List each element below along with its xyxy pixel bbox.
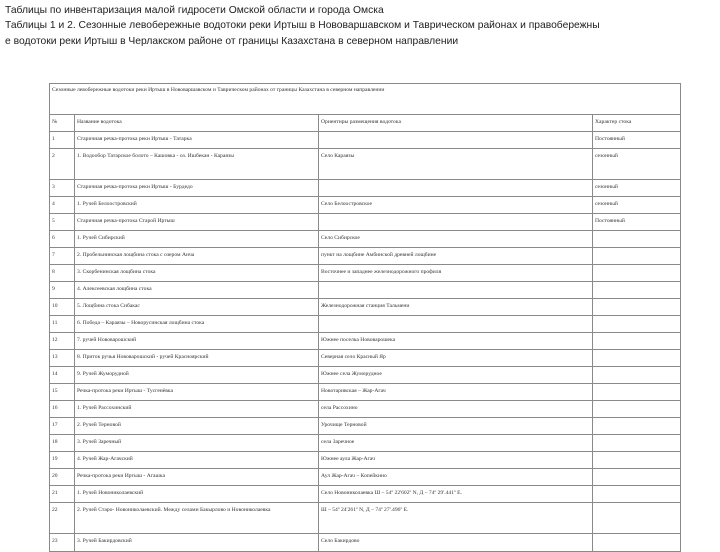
cell-landmark [319, 214, 593, 231]
table-row [50, 367, 681, 384]
cell-flow: сезонный [593, 180, 681, 197]
cell-flow [593, 435, 681, 452]
cell-flow [593, 486, 681, 503]
cell-landmark [319, 180, 593, 197]
table-row [50, 452, 681, 469]
table-header-row [50, 115, 681, 132]
table-row [50, 418, 681, 435]
table-row [50, 534, 681, 552]
cell-name: Старичная речка-протока реки Иртыш - Татарка [75, 132, 319, 149]
cell-landmark: Село Белоостровское [319, 197, 593, 214]
cell-flow [593, 231, 681, 248]
cell-number: 6 [50, 231, 75, 248]
cell-number: 9 [50, 282, 75, 299]
table-row [50, 282, 681, 299]
cell-landmark: села Заречное [319, 435, 593, 452]
cell-number: 2 [50, 149, 75, 180]
cell-name: 1. Ручей Новониколаевский [75, 486, 319, 503]
cell-number: 10 [50, 299, 75, 316]
cell-flow [593, 401, 681, 418]
cell-name: Старичная речка-протока Старой Иртыш [75, 214, 319, 231]
table-row [50, 214, 681, 231]
cell-flow [593, 367, 681, 384]
cell-flow [593, 418, 681, 435]
cell-flow [593, 469, 681, 486]
cell-landmark: Южнее поселка Нововарошека [319, 333, 593, 350]
cell-landmark: Восточнее и западнее железнодорожного профиля [319, 265, 593, 282]
cell-name: Старичная речка-протока реки Иртыш - Бурдедо [75, 180, 319, 197]
cell-name: 2. Ручей Старо- Новониколаевский. Между селами Бакырлово и Новониколаевка [75, 503, 319, 534]
cell-number: 15 [50, 384, 75, 401]
cell-number: 3 [50, 180, 75, 197]
cell-number: 22 [50, 503, 75, 534]
table-row [50, 149, 681, 180]
cell-landmark: Железнодорожная станция Тальмени [319, 299, 593, 316]
cell-flow [593, 282, 681, 299]
cell-number: 7 [50, 248, 75, 265]
cell-flow [593, 299, 681, 316]
cell-flow [593, 384, 681, 401]
cell-number: 18 [50, 435, 75, 452]
cell-landmark: Северная село Красный Яр [319, 350, 593, 367]
cell-name: 1. Ручей Сибирский [75, 231, 319, 248]
cell-landmark: села Рассохино [319, 401, 593, 418]
cell-name: 3. Скорбенинская лощбина стока [75, 265, 319, 282]
table-row [50, 350, 681, 367]
cell-number: 14 [50, 367, 75, 384]
table-row [50, 469, 681, 486]
table-row [50, 384, 681, 401]
cell-name: 8. Приток ручья Нововарошский - ручей Красноярский [75, 350, 319, 367]
cell-landmark [319, 316, 593, 333]
cell-name: 2. Пробельнинская лощбина стока с озером Анча [75, 248, 319, 265]
table-row [50, 248, 681, 265]
header-title: Таблицы по инвентаризация малой гидросети Омской области и города Омска [5, 5, 384, 16]
table-row [50, 435, 681, 452]
cell-landmark: Село Сибирское [319, 231, 593, 248]
cell-flow: Постоянный [593, 214, 681, 231]
column-header-flow: Характер стока [593, 115, 681, 132]
cell-flow [593, 503, 681, 534]
cell-number: 12 [50, 333, 75, 350]
table-row [50, 401, 681, 418]
inventory-table-container [49, 83, 680, 552]
cell-number: 5 [50, 214, 75, 231]
cell-name: 1. Ручей Рассохинский [75, 401, 319, 418]
column-header-landmark: Ориентиры размещения водотока [319, 115, 593, 132]
cell-number: 4 [50, 197, 75, 214]
inventory-table [49, 83, 681, 552]
cell-number: 1 [50, 132, 75, 149]
table-caption: Сезонные левобережные водотоки реки Иртыш в Нововаршавском и Таврическом районах от границы Казахстана в северном направлении [50, 84, 681, 115]
cell-number: 16 [50, 401, 75, 418]
cell-number: 17 [50, 418, 75, 435]
cell-name: 3. Ручей Заречный [75, 435, 319, 452]
cell-flow [593, 265, 681, 282]
header-subtitle-line-1: Таблицы 1 и 2. Сезонные левобережные водотоки реки Иртыш в Нововаршавском и Таврическом районах и правобережны [5, 20, 600, 32]
cell-number: 20 [50, 469, 75, 486]
cell-landmark: Ш – 54º 24'261º N, Д – 74º 27'.496º E. [319, 503, 593, 534]
cell-landmark: Южнее села Жуморудное [319, 367, 593, 384]
cell-landmark: Село Новониколаевка Ш – 54º 22'602º N, Д – 74º 29'.441º E. [319, 486, 593, 503]
table-row [50, 132, 681, 149]
cell-landmark [319, 282, 593, 299]
cell-name: 3. Ручей Бакирдовский [75, 534, 319, 552]
cell-landmark: Урочище Терновой [319, 418, 593, 435]
table-caption-row [50, 84, 681, 115]
cell-flow [593, 350, 681, 367]
cell-flow [593, 452, 681, 469]
cell-landmark: Село Бакирдово [319, 534, 593, 552]
table-row [50, 299, 681, 316]
table-row [50, 265, 681, 282]
column-header-name: Название водотока [75, 115, 319, 132]
cell-number: 23 [50, 534, 75, 552]
cell-landmark: Аул Жар-Агач – Копейкино [319, 469, 593, 486]
cell-landmark: пункт на лощбине Амбинской древней лощбине [319, 248, 593, 265]
document-header [5, 3, 715, 49]
cell-landmark: Новотаривская – Жар-Агач [319, 384, 593, 401]
column-header-number: № [50, 115, 75, 132]
cell-number: 13 [50, 350, 75, 367]
cell-flow: сезонный [593, 149, 681, 180]
cell-name: 1. Водообор Татарское болото – Кашовка - оз. Ишбекан - Караязы [75, 149, 319, 180]
cell-name: 1. Ручей Белоостровский [75, 197, 319, 214]
cell-name: 9. Ручей Жуморудной [75, 367, 319, 384]
cell-flow: сезонный [593, 197, 681, 214]
cell-flow [593, 333, 681, 350]
cell-number: 19 [50, 452, 75, 469]
table-row [50, 231, 681, 248]
cell-name: 5. Лощбина стока Сибакас [75, 299, 319, 316]
cell-landmark [319, 132, 593, 149]
cell-flow [593, 316, 681, 333]
cell-landmark: Южнее аула Жар-Агач [319, 452, 593, 469]
table-row [50, 197, 681, 214]
table-row [50, 180, 681, 197]
table-row [50, 333, 681, 350]
cell-name: 4. Ручей Жар-Агачский [75, 452, 319, 469]
cell-name: 7. ручей Нововарошский [75, 333, 319, 350]
table-row [50, 316, 681, 333]
cell-number: 8 [50, 265, 75, 282]
cell-landmark: Село Караязы [319, 149, 593, 180]
cell-name: Речка-протока реки Иртыш - Агашка [75, 469, 319, 486]
cell-name: Речка-протока реки Иртыш - Тусгенёвка [75, 384, 319, 401]
cell-flow [593, 534, 681, 552]
table-row [50, 503, 681, 534]
cell-name: 4. Алексеевская лощбина стока [75, 282, 319, 299]
cell-flow [593, 248, 681, 265]
header-subtitle-line-2: е водотоки реки Иртыш в Черлакском районе от границы Казахстана в северном направлении [5, 35, 459, 47]
cell-flow: Постоянный [593, 132, 681, 149]
table-row [50, 486, 681, 503]
cell-name: 2. Ручей Терновой [75, 418, 319, 435]
cell-number: 21 [50, 486, 75, 503]
cell-name: 6. Победа – Караязы – Новорусинская лощбина стока [75, 316, 319, 333]
cell-number: 11 [50, 316, 75, 333]
